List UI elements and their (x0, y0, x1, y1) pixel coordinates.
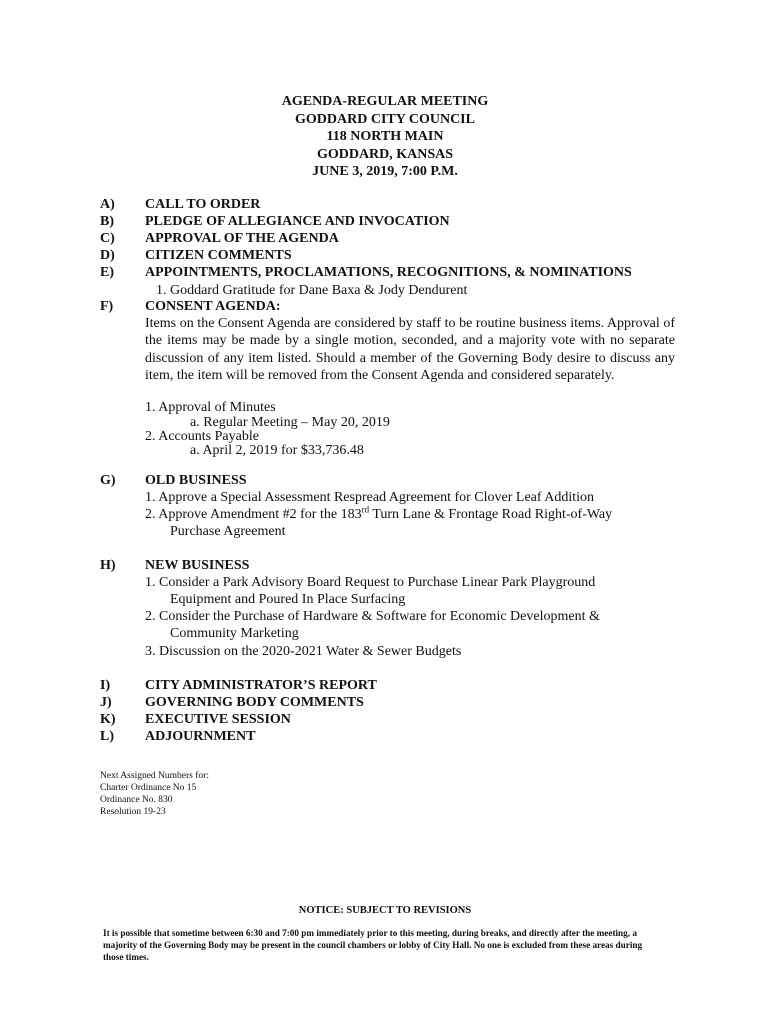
consent-subitem: a. Regular Meeting – May 20, 2019 (190, 415, 390, 430)
item-title: APPOINTMENTS, PROCLAMATIONS, RECOGNITIONS, & NOMINATIONS (145, 265, 632, 280)
item-letter: A) (100, 197, 115, 212)
item-letter: D) (100, 248, 115, 263)
item-letter: G) (100, 473, 116, 488)
header-date: JUNE 3, 2019, 7:00 P.M. (312, 164, 458, 179)
header-council: GODDARD CITY COUNCIL (295, 111, 475, 127)
item-title: CONSENT AGENDA: (145, 299, 281, 314)
item-letter: I) (100, 678, 111, 693)
new-business-subitem: 1. Consider a Park Advisory Board Request to Purchase Linear Park Playground (145, 575, 596, 590)
notice-title: NOTICE: SUBJECT TO REVISIONS (298, 905, 472, 916)
numbers-heading: Next Assigned Numbers for: (100, 771, 209, 781)
item-title: OLD BUSINESS (145, 473, 247, 488)
item-letter: C) (100, 231, 115, 246)
agenda-header (0, 93, 770, 181)
item-e-subitem: 1. Goddard Gratitude for Dane Baxa & Jody Dendurent (156, 283, 468, 298)
item-title: CITY ADMINISTRATOR’S REPORT (145, 678, 377, 693)
item-letter: K) (100, 712, 116, 727)
new-business-subitem: 2. Consider the Purchase of Hardware & Software for Economic Development & (145, 609, 600, 624)
consent-subitem: a. April 2, 2019 for $33,736.48 (190, 443, 364, 458)
old-business-subitem: 2. Approve Amendment #2 for the 183rd Turn Lane & Frontage Road Right-of-Way (145, 504, 613, 522)
consent-agenda-description: Items on the Consent Agenda are considered by staff to be routine business items. Approval of the items may be made by a single motion, seconded, and a majority vote with no separate discussion of any item listed. Should a member of the Governing Body desire to discuss any item, the item will be removed from the Consent Agenda and considered separately. (145, 316, 675, 384)
header-title: AGENDA-REGULAR MEETING (281, 94, 489, 109)
header-address: 118 NORTH MAIN (326, 129, 444, 144)
item-title: EXECUTIVE SESSION (145, 712, 291, 727)
resolution-number: Resolution 19-23 (100, 807, 166, 817)
item-letter: F) (100, 299, 114, 314)
item-title: GOVERNING BODY COMMENTS (145, 695, 364, 710)
consent-subitem: 1. Approval of Minutes (145, 400, 276, 415)
item-letter: J) (100, 695, 112, 710)
item-title: ADJOURNMENT (145, 729, 256, 744)
item-title: PLEDGE OF ALLEGIANCE AND INVOCATION (145, 214, 450, 229)
consent-subitem: 2. Accounts Payable (145, 429, 259, 444)
item-letter: L) (100, 729, 114, 744)
charter-ordinance-number: Charter Ordinance No 15 (100, 783, 197, 793)
ordinance-number: Ordinance No. 830 (100, 795, 173, 805)
notice-text: It is possible that sometime between 6:30 and 7:00 pm immediately prior to this meeting, during breaks, and directly after the meeting, a majority of the Governing Body may be present in the council chambers or lobby of City Hall. No one is excluded from these areas during those times. (103, 928, 643, 962)
old-business-subitem: 1. Approve a Special Assessment Respread Agreement for Clover Leaf Addition (145, 490, 595, 505)
item-title: CALL TO ORDER (145, 197, 261, 212)
item-title: CITIZEN COMMENTS (145, 248, 292, 263)
new-business-subitem-cont: Community Marketing (170, 626, 299, 641)
header-city: GODDARD, KANSAS (316, 146, 454, 162)
item-letter: B) (100, 214, 114, 229)
item-title: APPROVAL OF THE AGENDA (145, 231, 339, 246)
old-business-subitem-cont: Purchase Agreement (170, 524, 286, 539)
new-business-subitem-cont: Equipment and Poured In Place Surfacing (170, 592, 406, 607)
new-business-subitem: 3. Discussion on the 2020-2021 Water & Sewer Budgets (145, 644, 462, 659)
item-letter: E) (100, 265, 114, 280)
item-title: NEW BUSINESS (145, 558, 250, 573)
item-letter: H) (100, 558, 116, 573)
